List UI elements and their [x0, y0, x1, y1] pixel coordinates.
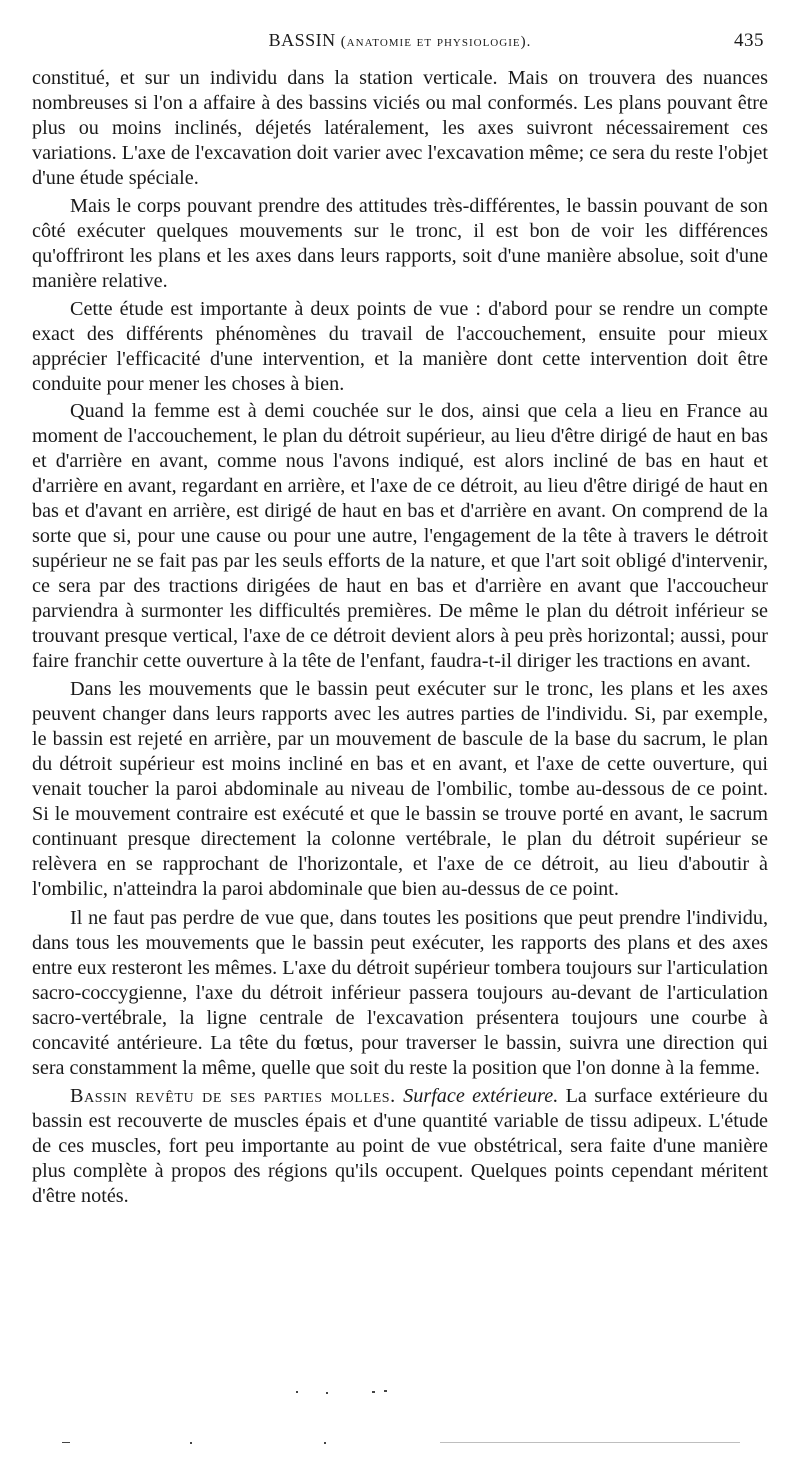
speck-4	[384, 1390, 387, 1392]
running-title	[32, 30, 768, 51]
paragraph-body-attitudes: Mais le corps pouvant prendre des attitudes très-différentes, le bassin pouvant de son côté exécuter quelques mouvements sur le tronc, il est bon de voir les différences qu'offriront les plans et les axes dans leurs rapports, soit d'une manière absolue, soit d'une manière relative.	[32, 195, 768, 292]
section-text: La surface extérieure du bassin est recouverte de muscles épais et d'une quantité variable de tissu adipeux. L'étude de ces muscles, fort peu importante au point de vue obstétrical, sera faite d'une manière plus complète à propos des régions qu'ils occupent. Quelques points cependant méritent d'être notés.	[32, 1085, 768, 1207]
page-number: 435	[734, 30, 764, 51]
speck-8	[440, 1442, 740, 1443]
paragraph-half-lying: Quand la femme est à demi couchée sur le dos, ainsi que cela a lieu en France au moment de l'accouchement, le plan du détroit supérieur, au lieu d'être dirigé de haut en bas et d'arrière en avant, comme nous l'avons indiqué, est alors incliné de bas en haut et d'arrière en avant, regardant en arrière, et l'axe de ce détroit, au lieu d'être dirigé de haut en bas et d'avant en arrière, est dirigé de haut en bas et d'arrière en avant. On comprend de la sorte que si, pour une cause ou pour une autre, l'engagement de la tête à travers le détroit supérieur ne se fait pas par les seuls efforts de la nature, et que l'art soit obligé d'intervenir, ce sera par des tractions dirigées de haut en bas et d'arrière en avant que l'accoucheur parviendra à surmonter les difficultés premières. De même le plan du détroit inférieur se trouvant presque vertical, l'axe de ce détroit devient alors à peu près horizontal; aussi, pour faire franchir cette ouverture à la tête de l'enfant, faudra-t-il diriger les tractions en avant.	[32, 400, 768, 672]
speck-1	[296, 1391, 298, 1393]
paragraph-pelvis-movements: Dans les mouvements que le bassin peut exécuter sur le tronc, les plans et les axes peuvent changer dans leurs rapports avec les autres parties de l'individu. Si, par exemple, le bassin est rejeté en arrière, par un mouvement de bascule de la base du sacrum, le plan du détroit supérieur est moins incliné en bas et en avant, et l'axe de cette ouverture, qui venait toucher la paroi abdominale au niveau de l'ombilic, tombe au-dessous de ce point. Si le mouvement contraire est exécuté et que le bassin se trouve porté en avant, le sacrum continuant presque directement la colonne vertébrale, le plan du détroit supérieur se relèvera en se rapprochant de l'horizontale, et l'axe de ce détroit, au lieu d'aboutir à l'ombilic, n'atteindra la paroi abdominale que bien au-dessus de ce point.	[32, 678, 768, 900]
speck-7	[324, 1442, 326, 1444]
speck-2	[326, 1392, 328, 1394]
running-title-main: BASSIN	[268, 30, 336, 50]
speck-5	[62, 1442, 70, 1443]
section-heading: Bassin revêtu de ses parties molles.	[70, 1085, 396, 1107]
body-text	[32, 66, 768, 1209]
paragraph-soft-parts	[32, 1084, 768, 1209]
paragraph-constant-relations: Il ne faut pas perdre de vue que, dans toutes les positions que peut prendre l'individu, dans tous les mouvements que le bassin peut exécuter, les rapports des plans et des axes entre eux resteront les mêmes. L'axe du détroit supérieur tombera toujours sur l'articulation sacro-coccygienne, l'axe du détroit inférieur passera toujours au-devant de l'articulation sacro-vertébrale, la ligne centrale de l'excavation présentera toujours une courbe à concavité antérieure. La tête du fœtus, pour traverser le bassin, suivra une direction qui sera constamment la même, quelle que soit du reste la position que l'on donne à la femme.	[32, 907, 768, 1079]
speck-6	[190, 1442, 192, 1444]
section-subheading: Surface extérieure.	[403, 1085, 559, 1107]
print-specks	[0, 1385, 800, 1455]
speck-3	[372, 1391, 375, 1393]
paragraph-importance: Cette étude est importante à deux points de vue : d'abord pour se rendre un compte exact des différents phénomènes du travail de l'accouchement, ensuite pour mieux apprécier l'efficacité d'une intervention, et la manière dont cette intervention doit être conduite pour mener les choses à bien.	[32, 298, 768, 395]
running-head	[32, 30, 768, 60]
paragraph-continued: constitué, et sur un individu dans la station verticale. Mais on trouvera des nuances nombreuses si l'on a affaire à des bassins viciés ou mal conformés. Les plans pouvant être plus ou moins inclinés, déjetés latéralement, les axes suivront nécessairement ces variations. L'axe de l'excavation doit varier avec l'excavation même; ce sera du reste l'objet d'une étude spéciale.	[32, 67, 768, 189]
running-title-sub: (anatomie et physiologie).	[340, 34, 532, 50]
